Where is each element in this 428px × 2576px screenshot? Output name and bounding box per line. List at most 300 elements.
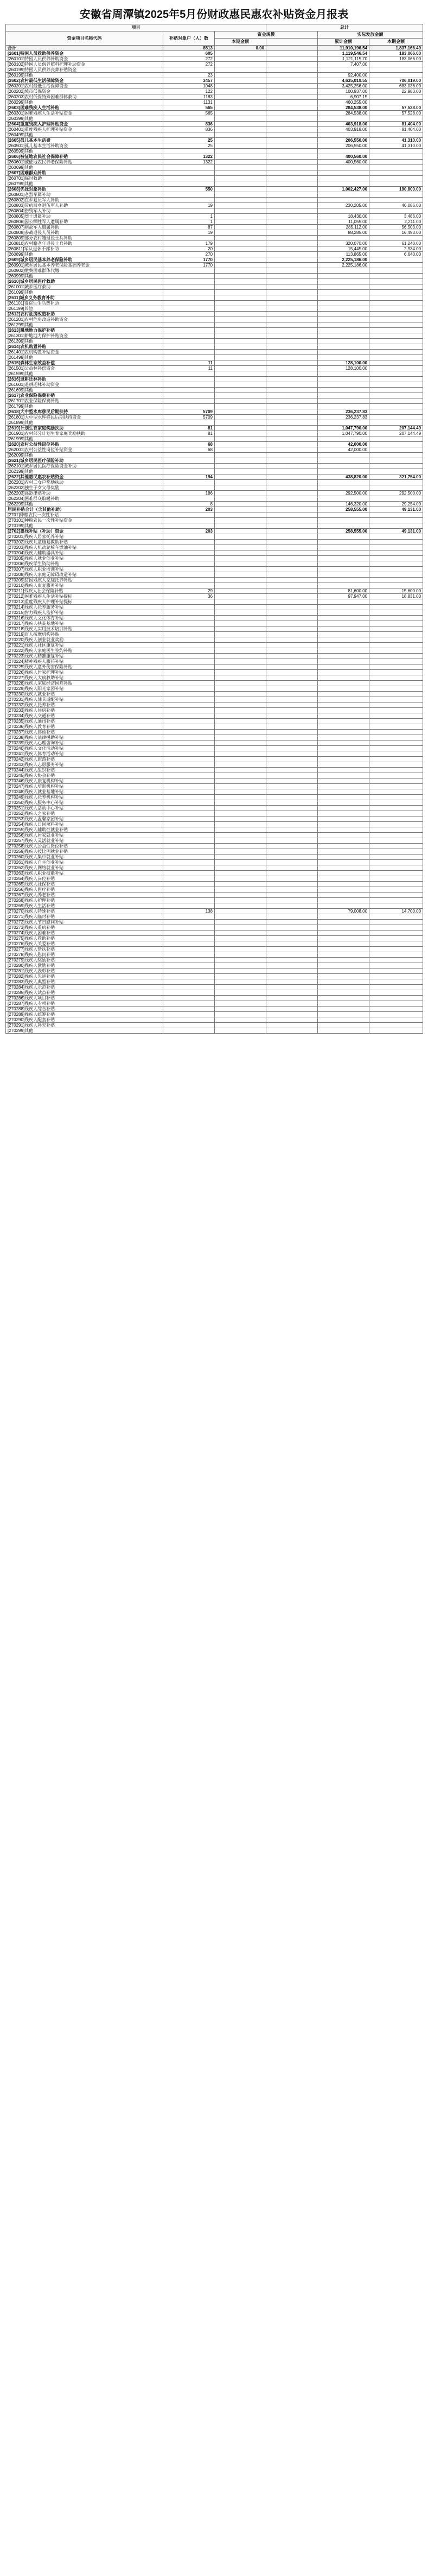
row-amount <box>215 529 266 534</box>
row-amount <box>215 550 266 556</box>
row-paid <box>318 958 369 963</box>
row-paid2: 49,131.00 <box>369 529 423 534</box>
row-paid <box>318 512 369 518</box>
category-row <box>6 154 423 160</box>
category-row <box>6 138 423 143</box>
row-empty <box>266 621 318 626</box>
row-amount <box>215 154 266 160</box>
row-count <box>163 1017 215 1023</box>
row-paid: 2,225,186.00 <box>318 257 369 263</box>
row-empty <box>266 806 318 811</box>
row-paid2 <box>369 154 423 160</box>
row-code: [270289]残疾人统筹补贴 <box>6 1012 163 1017</box>
table-row <box>6 1023 423 1028</box>
row-code: [270236]残疾人教育补贴 <box>6 724 163 730</box>
row-count <box>163 979 215 985</box>
row-empty <box>266 246 318 252</box>
row-paid2 <box>369 420 423 426</box>
row-count <box>163 306 215 312</box>
row-paid <box>318 697 369 702</box>
row-paid <box>318 317 369 322</box>
row-paid2 <box>369 996 423 1001</box>
row-code: [270206]残疾学生资助补贴 <box>6 561 163 567</box>
row-paid2 <box>369 550 423 556</box>
row-paid <box>318 762 369 768</box>
row-paid2 <box>369 789 423 795</box>
row-count <box>163 561 215 567</box>
row-count <box>163 838 215 844</box>
table-row <box>6 914 423 920</box>
row-code: [260999]其他 <box>6 274 163 279</box>
total-empty <box>266 46 318 51</box>
row-paid2 <box>369 1001 423 1007</box>
row-code: [2620]农村公益性岗位补贴 <box>6 442 163 447</box>
row-amount <box>215 333 266 339</box>
row-paid: 1,119,546.54 <box>318 51 369 56</box>
row-paid <box>318 779 369 784</box>
table-row <box>6 822 423 827</box>
row-code: [260699]其他 <box>6 165 163 170</box>
table-row <box>6 550 423 556</box>
row-paid2 <box>369 849 423 855</box>
table-row <box>6 436 423 442</box>
row-paid <box>318 871 369 876</box>
row-code: [270265]残疾人社保补贴 <box>6 882 163 887</box>
row-count <box>163 67 215 73</box>
row-code: [260599]其他 <box>6 149 163 154</box>
row-count: 87 <box>163 225 215 230</box>
table-row <box>6 415 423 420</box>
row-count <box>163 578 215 583</box>
row-paid: 292,500.00 <box>318 491 369 496</box>
row-empty <box>266 149 318 154</box>
row-code: [270215]智力残疾人监护补贴 <box>6 610 163 616</box>
row-count <box>163 833 215 838</box>
table-row <box>6 833 423 838</box>
row-code: [260809]部分农村籍退役士兵补助 <box>6 236 163 241</box>
table-row <box>6 339 423 344</box>
row-amount <box>215 800 266 806</box>
row-amount <box>215 241 266 246</box>
row-paid2 <box>369 795 423 800</box>
row-amount <box>215 621 266 626</box>
row-count: 1048 <box>163 84 215 89</box>
table-row <box>6 626 423 632</box>
table-row <box>6 62 423 67</box>
row-code: 居民补贴合计（含其他补助） <box>6 507 163 512</box>
row-code: [260499]其他 <box>6 132 163 138</box>
row-paid: 285,112.00 <box>318 225 369 230</box>
row-count: 1770 <box>163 263 215 268</box>
row-paid2 <box>369 599 423 605</box>
category-row <box>6 170 423 176</box>
row-amount <box>215 464 266 469</box>
row-paid: 1,047,790.00 <box>318 431 369 436</box>
table-row <box>6 795 423 800</box>
row-paid: 42,000.00 <box>318 442 369 447</box>
row-count: 138 <box>163 909 215 914</box>
row-count <box>163 827 215 833</box>
row-empty <box>266 279 318 284</box>
row-count: 1183 <box>163 94 215 100</box>
row-count <box>163 784 215 789</box>
category-row <box>6 312 423 317</box>
row-empty <box>266 876 318 882</box>
row-empty <box>266 893 318 898</box>
row-paid: 258,555.00 <box>318 507 369 512</box>
row-empty <box>266 322 318 328</box>
row-count <box>163 740 215 746</box>
row-paid: 1,002,427.00 <box>318 187 369 192</box>
row-amount <box>215 388 266 393</box>
table-row <box>6 692 423 697</box>
row-paid <box>318 1017 369 1023</box>
row-code: [260804]伤残军人补助 <box>6 208 163 214</box>
row-paid <box>318 985 369 990</box>
row-empty <box>266 198 318 203</box>
row-amount <box>215 789 266 795</box>
row-count: 272 <box>163 62 215 67</box>
row-paid <box>318 675 369 681</box>
row-empty <box>266 540 318 545</box>
row-amount <box>215 572 266 578</box>
row-count <box>163 626 215 632</box>
row-empty <box>266 290 318 295</box>
row-amount <box>215 876 266 882</box>
row-paid <box>318 925 369 931</box>
row-empty <box>266 507 318 512</box>
table-row <box>6 404 423 409</box>
row-count <box>163 898 215 903</box>
row-amount <box>215 903 266 909</box>
table-row <box>6 632 423 637</box>
row-amount <box>215 567 266 572</box>
row-empty <box>266 84 318 89</box>
row-code: [270214]残疾人托养服务补贴 <box>6 605 163 610</box>
row-empty <box>266 561 318 567</box>
row-amount <box>215 181 266 187</box>
row-amount <box>215 893 266 898</box>
row-code: [262101]城乡居民医疗保险资金补助 <box>6 464 163 469</box>
row-paid2 <box>369 534 423 540</box>
row-code: [260202]城市低保资金 <box>6 89 163 94</box>
row-code: [270269]残疾人生活补贴 <box>6 903 163 909</box>
row-empty <box>266 822 318 827</box>
row-paid <box>318 67 369 73</box>
row-code: [270282]残疾人先进补贴 <box>6 974 163 979</box>
row-empty <box>266 572 318 578</box>
row-empty <box>266 1028 318 1034</box>
row-paid <box>318 393 369 398</box>
row-paid2 <box>369 648 423 654</box>
row-paid2 <box>369 94 423 100</box>
row-paid <box>318 708 369 713</box>
header-project: 项目 <box>6 24 266 31</box>
row-amount <box>215 626 266 632</box>
row-empty <box>266 860 318 865</box>
row-code: [270221]残疾人社区康复补贴 <box>6 643 163 648</box>
row-code: [261901]农村部分计划生育家庭奖励扶助 <box>6 431 163 436</box>
row-paid2 <box>369 442 423 447</box>
row-amount <box>215 149 266 154</box>
row-code: [270201]残疾人居家托养补贴 <box>6 534 163 540</box>
row-code: [260501]孤儿基本生活补助资金 <box>6 143 163 149</box>
row-paid2 <box>369 806 423 811</box>
row-code: [270285]残疾人试点补贴 <box>6 990 163 996</box>
row-code: [270259]残疾人按比例就业补贴 <box>6 849 163 855</box>
row-paid2 <box>369 350 423 355</box>
row-amount <box>215 1001 266 1007</box>
table-row <box>6 252 423 257</box>
row-empty <box>266 643 318 648</box>
table-row <box>6 143 423 149</box>
row-empty <box>266 181 318 187</box>
row-amount <box>215 996 266 1001</box>
row-paid <box>318 208 369 214</box>
table-row <box>6 274 423 279</box>
row-code: [262204]困难群众取暖补助 <box>6 496 163 502</box>
row-amount <box>215 116 266 122</box>
row-count <box>163 382 215 388</box>
row-empty <box>266 398 318 404</box>
table-row <box>6 855 423 860</box>
row-paid <box>318 936 369 941</box>
row-paid <box>318 730 369 735</box>
table-row <box>6 290 423 295</box>
row-code: [260803]带病回乡退伍军人补助 <box>6 203 163 208</box>
row-empty <box>266 377 318 382</box>
row-paid: 236,237.83 <box>318 415 369 420</box>
row-empty <box>266 996 318 1001</box>
row-count: 1 <box>163 214 215 219</box>
row-paid <box>318 692 369 697</box>
row-amount <box>215 366 266 371</box>
row-code: [270290]残疾人配套补贴 <box>6 1017 163 1023</box>
row-paid <box>318 800 369 806</box>
total-label: 合计 <box>6 46 163 51</box>
row-amount <box>215 409 266 415</box>
row-empty <box>266 360 318 366</box>
row-paid2 <box>369 768 423 773</box>
table-row <box>6 844 423 849</box>
row-paid2 <box>369 903 423 909</box>
row-amount <box>215 442 266 447</box>
row-empty <box>266 447 318 453</box>
table-row <box>6 762 423 768</box>
row-empty <box>266 393 318 398</box>
row-amount <box>215 534 266 540</box>
row-code: [270274]残疾人困难补贴 <box>6 931 163 936</box>
row-paid2 <box>369 659 423 664</box>
row-amount <box>215 339 266 344</box>
row-empty <box>266 751 318 757</box>
row-paid <box>318 931 369 936</box>
row-paid2: 683,036.00 <box>369 84 423 89</box>
row-count: 1322 <box>163 154 215 160</box>
row-paid <box>318 833 369 838</box>
table-row <box>6 724 423 730</box>
row-amount <box>215 654 266 659</box>
row-amount <box>215 214 266 219</box>
row-count <box>163 1012 215 1017</box>
row-empty <box>266 844 318 849</box>
table-row <box>6 203 423 208</box>
row-paid <box>318 887 369 893</box>
row-amount <box>215 936 266 941</box>
table-row <box>6 480 423 485</box>
row-count <box>163 181 215 187</box>
row-count: 68 <box>163 442 215 447</box>
row-code: [261001]城乡医疗救助 <box>6 284 163 290</box>
row-paid2 <box>369 963 423 969</box>
row-count <box>163 436 215 442</box>
row-amount <box>215 344 266 350</box>
row-paid2 <box>369 654 423 659</box>
row-paid2: 22,983.00 <box>369 89 423 94</box>
table-row <box>6 860 423 865</box>
row-paid2 <box>369 469 423 474</box>
row-amount <box>215 979 266 985</box>
row-paid <box>318 941 369 947</box>
row-count <box>163 198 215 203</box>
row-paid2 <box>369 811 423 817</box>
row-amount <box>215 773 266 779</box>
row-amount <box>215 290 266 295</box>
row-paid2 <box>369 290 423 295</box>
row-count <box>163 1023 215 1028</box>
row-empty <box>266 746 318 751</box>
category-row <box>6 507 423 512</box>
table-row <box>6 865 423 871</box>
row-paid <box>318 724 369 730</box>
row-count: 122 <box>163 89 215 94</box>
row-amount <box>215 779 266 784</box>
row-count: 36 <box>163 594 215 599</box>
row-empty <box>266 784 318 789</box>
row-count <box>163 176 215 181</box>
row-code: [270266]残疾人医疗补贴 <box>6 887 163 893</box>
row-paid <box>318 735 369 740</box>
table-row <box>6 751 423 757</box>
row-empty <box>266 1001 318 1007</box>
table-row <box>6 871 423 876</box>
row-amount <box>215 236 266 241</box>
row-code: [270231]残疾人辅具适配补贴 <box>6 697 163 702</box>
row-paid2 <box>369 572 423 578</box>
table-row <box>6 621 423 626</box>
category-row <box>6 529 423 534</box>
row-code: [270291]残疾人补充补贴 <box>6 1023 163 1028</box>
row-empty <box>266 925 318 931</box>
row-code: [260807]病故军人遗属补助 <box>6 225 163 230</box>
row-paid2 <box>369 990 423 996</box>
row-paid <box>318 784 369 789</box>
table-row <box>6 230 423 236</box>
row-empty <box>266 512 318 518</box>
row-empty <box>266 789 318 795</box>
row-amount <box>215 692 266 697</box>
row-empty <box>266 681 318 686</box>
row-paid2 <box>369 198 423 203</box>
row-paid2 <box>369 664 423 670</box>
row-paid <box>318 561 369 567</box>
row-empty <box>266 523 318 529</box>
row-amount <box>215 871 266 876</box>
row-paid <box>318 827 369 833</box>
row-code: [270209]贫困残疾人家庭托养补贴 <box>6 578 163 583</box>
row-paid2: 18,831.00 <box>369 594 423 599</box>
table-row <box>6 610 423 616</box>
row-empty <box>266 800 318 806</box>
row-paid2 <box>369 447 423 453</box>
row-paid2 <box>369 670 423 675</box>
row-paid2 <box>369 920 423 925</box>
row-amount <box>215 914 266 920</box>
row-empty <box>266 170 318 176</box>
row-code: [260899]其他 <box>6 252 163 257</box>
row-amount <box>215 855 266 860</box>
row-empty <box>266 795 318 800</box>
row-empty <box>266 659 318 664</box>
row-empty <box>266 415 318 420</box>
table-row <box>6 952 423 958</box>
row-amount <box>215 447 266 453</box>
row-empty <box>266 518 318 523</box>
row-empty <box>266 355 318 360</box>
row-count <box>163 887 215 893</box>
row-count: 186 <box>163 491 215 496</box>
row-amount <box>215 827 266 833</box>
row-empty <box>266 160 318 165</box>
table-row <box>6 160 423 165</box>
row-amount <box>215 784 266 789</box>
row-paid <box>318 578 369 583</box>
row-code: [270237]残疾人体检补贴 <box>6 730 163 735</box>
table-row <box>6 181 423 187</box>
row-count <box>163 844 215 849</box>
row-paid <box>318 377 369 382</box>
row-paid: 400,560.00 <box>318 154 369 160</box>
row-paid: 7,407.00 <box>318 62 369 67</box>
row-paid2 <box>369 388 423 393</box>
row-paid2 <box>369 952 423 958</box>
table-row <box>6 990 423 996</box>
row-empty <box>266 333 318 339</box>
row-empty <box>266 952 318 958</box>
row-count <box>163 757 215 762</box>
row-count <box>163 914 215 920</box>
table-row <box>6 518 423 523</box>
table-row <box>6 681 423 686</box>
row-paid <box>318 893 369 898</box>
row-code: [270213]重度残疾人护理补贴提标 <box>6 599 163 605</box>
row-amount <box>215 920 266 925</box>
row-empty <box>266 67 318 73</box>
row-count <box>163 420 215 426</box>
row-empty <box>266 230 318 236</box>
row-count <box>163 637 215 643</box>
row-count <box>163 713 215 719</box>
row-paid2 <box>369 62 423 67</box>
row-paid <box>318 132 369 138</box>
row-code: [270281]残疾人表彰补贴 <box>6 969 163 974</box>
row-paid <box>318 757 369 762</box>
row-empty <box>266 502 318 507</box>
row-paid <box>318 605 369 610</box>
row-amount <box>215 952 266 958</box>
row-code: [260805]烈士遗属补助 <box>6 214 163 219</box>
table-row <box>6 371 423 377</box>
